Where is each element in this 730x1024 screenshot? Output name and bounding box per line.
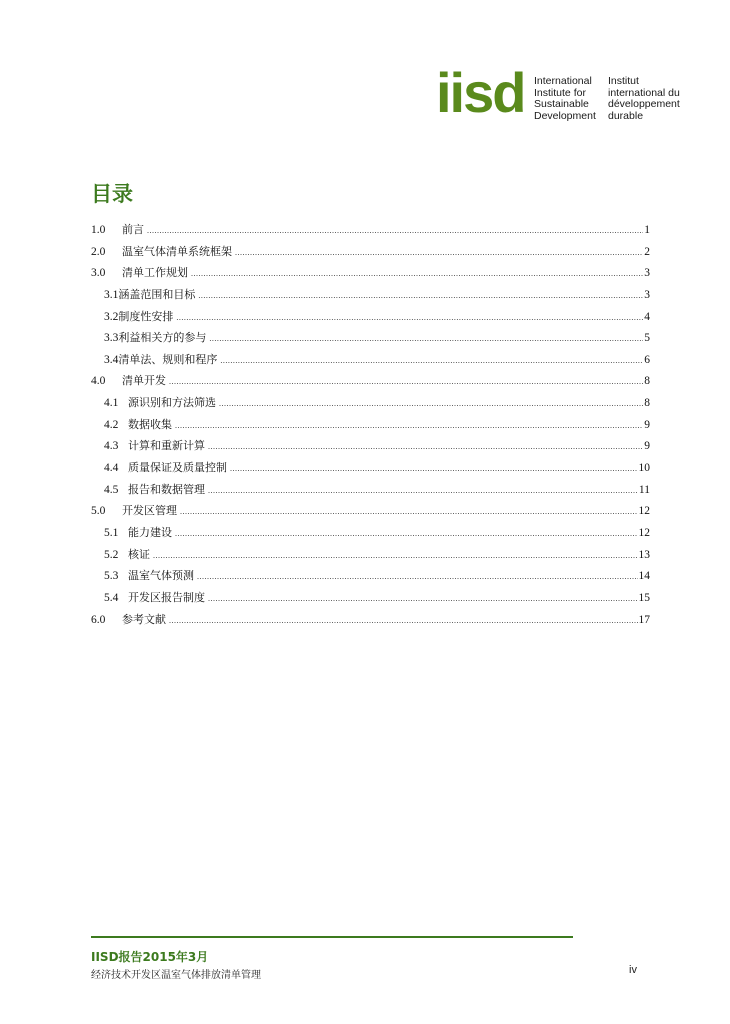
toc-entry[interactable] [91, 524, 650, 546]
toc-entry[interactable] [91, 546, 650, 568]
toc-entry-page: 1 [644, 224, 650, 236]
toc-dot-leader [175, 529, 638, 538]
toc-dot-leader [219, 399, 643, 408]
footer-divider [91, 936, 573, 938]
toc-entry-number: 2.0 [91, 245, 106, 258]
toc-dot-leader [208, 442, 643, 451]
logo-fr-line: Institut [608, 75, 639, 87]
toc-entry-title: 利益相关方的参与 [118, 331, 207, 345]
toc-entry-page: 17 [638, 613, 650, 626]
toc-dot-leader [153, 551, 638, 560]
page-number: iv [629, 964, 637, 976]
toc-entry-number: 6.0 [91, 613, 106, 626]
toc-entry-number: 4.4 [104, 462, 119, 475]
toc-entry-number: 3.3 [104, 332, 119, 345]
toc-entry-page: 2 [644, 245, 650, 258]
footer-report-date: IISD报告2015年3月 [91, 950, 209, 964]
toc-entry-title: 数据收集 [128, 417, 172, 431]
toc-dot-leader [147, 226, 643, 235]
toc-entry-title: 开发区报告制度 [128, 590, 205, 604]
toc-entry[interactable] [91, 394, 650, 416]
toc-entry-page: 15 [638, 591, 650, 604]
toc-dot-leader [208, 486, 638, 495]
toc-dot-leader [180, 507, 638, 516]
toc-entry-page: 3 [644, 267, 650, 280]
toc-entry-number: 3.4 [104, 353, 119, 366]
toc-entry[interactable] [91, 243, 650, 265]
toc-dot-leader [198, 291, 643, 300]
toc-entry[interactable] [91, 481, 650, 503]
toc-entry[interactable] [91, 459, 650, 481]
toc-entry-page: 12 [638, 526, 650, 539]
toc-entry[interactable] [91, 286, 650, 308]
toc-entry-page: 8 [644, 397, 650, 410]
table-of-contents [91, 221, 650, 632]
toc-dot-leader [208, 594, 638, 603]
toc-entry-title: 温室气体清单系统框架 [122, 244, 232, 258]
toc-entry-page: 6 [644, 353, 650, 366]
toc-entry-number: 4.0 [91, 375, 106, 388]
toc-dot-leader [220, 356, 643, 365]
logo-english-name [534, 76, 596, 122]
toc-entry[interactable] [91, 264, 650, 286]
toc-entry-number: 4.3 [104, 440, 119, 453]
toc-dot-leader [230, 464, 638, 473]
toc-entry-page: 9 [644, 440, 650, 453]
toc-entry-number: 5.3 [104, 570, 119, 583]
toc-entry[interactable] [91, 567, 650, 589]
toc-entry[interactable] [91, 308, 650, 330]
toc-dot-leader [176, 313, 643, 322]
toc-entry-page: 14 [638, 570, 650, 583]
toc-entry[interactable] [91, 372, 650, 394]
toc-entry[interactable] [91, 611, 650, 633]
toc-entry-title: 能力建设 [128, 525, 172, 539]
logo-fr-line: développement [608, 98, 680, 110]
toc-entry[interactable] [91, 437, 650, 459]
toc-entry-page: 4 [644, 310, 650, 323]
toc-entry[interactable] [91, 589, 650, 611]
logo-en-line: Institute for [534, 86, 586, 99]
toc-dot-leader [197, 572, 638, 581]
toc-dot-leader [169, 377, 643, 386]
toc-entry-number: 5.2 [104, 548, 119, 561]
toc-entry-page: 8 [644, 375, 650, 388]
toc-entry-title: 核证 [128, 547, 150, 561]
toc-entry-number: 3.2 [104, 310, 119, 323]
toc-entry-title: 报告和数据管理 [128, 482, 205, 496]
toc-entry[interactable] [91, 502, 650, 524]
toc-entry-page: 11 [638, 483, 650, 496]
toc-entry-number: 4.2 [104, 418, 119, 431]
toc-dot-leader [235, 248, 643, 257]
toc-entry-page: 10 [638, 462, 650, 475]
toc-entry-title: 计算和重新计算 [128, 439, 205, 453]
logo-en-line: International [534, 75, 592, 87]
toc-entry-title: 参考文献 [122, 612, 166, 626]
toc-entry-number: 3.0 [91, 267, 106, 280]
toc-entry-title: 涵盖范围和目标 [118, 287, 196, 301]
toc-entry[interactable] [91, 221, 650, 243]
toc-title: 目录 [91, 182, 133, 206]
toc-entry-title: 前言 [122, 223, 144, 236]
toc-entry-number: 5.1 [104, 526, 119, 539]
iisd-logo-mark: iisd [436, 61, 525, 124]
toc-entry-page: 9 [644, 418, 650, 431]
toc-dot-leader [175, 421, 643, 430]
footer-document-title: 经济技术开发区温室气体排放清单管理 [91, 970, 261, 981]
toc-entry[interactable] [91, 416, 650, 438]
toc-entry-number: 4.5 [104, 483, 119, 496]
toc-entry-number: 1.0 [91, 224, 106, 236]
toc-entry-number: 5.0 [91, 505, 106, 518]
toc-entry-title: 开发区管理 [122, 504, 177, 518]
logo-en-line: Development [534, 109, 596, 122]
logo-fr-line: international du [608, 86, 680, 99]
toc-entry-page: 13 [638, 548, 650, 561]
toc-dot-leader [191, 269, 643, 278]
toc-entry-page: 12 [638, 505, 650, 518]
toc-entry-title: 制度性安排 [118, 309, 174, 323]
toc-dot-leader [209, 334, 643, 343]
toc-entry-number: 5.4 [104, 591, 119, 604]
logo-fr-line: durable [608, 109, 644, 122]
toc-entry-title: 温室气体预测 [128, 569, 194, 583]
toc-entry[interactable] [91, 351, 650, 373]
toc-entry-title: 质量保证及质量控制 [128, 461, 227, 475]
toc-entry-number: 3.1 [104, 288, 119, 301]
toc-entry[interactable] [91, 329, 650, 351]
logo-french-name [608, 76, 680, 122]
toc-entry-title: 清单工作规划 [122, 266, 188, 280]
toc-entry-number: 4.1 [104, 397, 119, 410]
toc-entry-title: 清单法、规则和程序 [118, 352, 218, 366]
toc-entry-title: 清单开发 [122, 374, 166, 388]
toc-entry-page: 3 [644, 288, 650, 301]
toc-dot-leader [169, 616, 638, 625]
toc-entry-page: 5 [644, 332, 650, 345]
toc-entry-title: 源识别和方法筛选 [128, 396, 216, 410]
logo-en-line: Sustainable [534, 98, 589, 110]
